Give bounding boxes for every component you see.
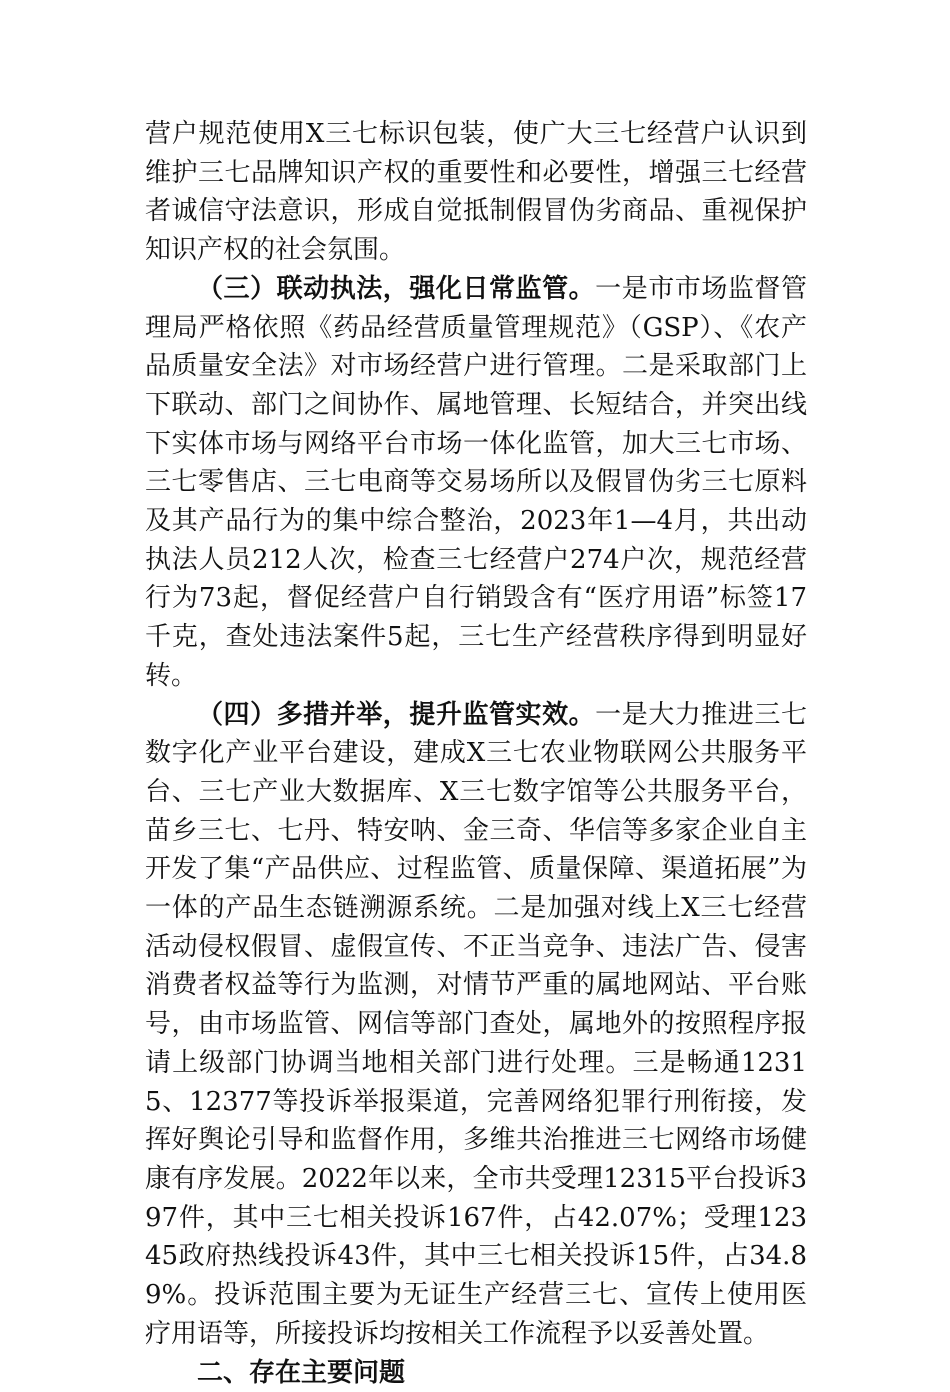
- paragraph-text: 一是大力推进三七数字化产业平台建设，建成X三七农业物联网公共服务平台、三七产业大数据库、X三七数字馆等公共服务平台，苗乡三七、七丹、特安呐、金三奇、华信等多家企业自主开发了集“产品供应、过程监管、质量保障、渠道拓展”为一体的产品生态链溯源系统。二是加强对线上X三七经营活动侵权假冒、虚假宣传、不正当竞争、违法广告、侵害消费者权益等行为监测，对情节严重的属地网站、平台账号，由市场监管、网信等部门查处，属地外的按照程序报请上级部门协调当地相关部门进行处理。三是畅通12315、12377等投诉举报渠道，完善网络犯罪行刑衔接，发挥好舆论引导和监督作用，多维共治推进三七网络市场健康有序发展。2022年以来，全市共受理12315平台投诉397件，其中三七相关投诉167件，占42.07%；受理12345政府热线投诉43件，其中三七相关投诉15件，占34.89%。投诉范围主要为无证生产经营三七、宣传上使用医疗用语等，所接投诉均按相关工作流程予以妥善处置。: [145, 700, 807, 1349]
- paragraph-lead: （三）联动执法，强化日常监管。: [197, 274, 595, 304]
- paragraph-lead: （四）多措并举，提升监管实效。: [197, 700, 595, 730]
- paragraph-text: 营户规范使用X三七标识包装，使广大三七经营户认识到维护三七品牌知识产权的重要性和必要性，增强三七经营者诚信守法意识，形成自觉抵制假冒伪劣商品、重视保护知识产权的社会氛围。: [145, 119, 807, 265]
- paragraph-multiple-measures: [145, 696, 807, 1354]
- paragraph-text: 一是市市场监督管理局严格依照《药品经营质量管理规范》（GSP）、《农产品质量安全法》对市场经营户进行管理。二是采取部门上下联动、部门之间协作、属地管理、长短结合，并突出线下实体市场与网络平台市场一体化监管，加大三七市场、三七零售店、三七电商等交易场所以及假冒伪劣三七原料及其产品行为的集中综合整治，2023年1—4月，共出动执法人员212人次，检查三七经营户274户次，规范经营行为73起，督促经营户自行销毁含有“医疗用语”标签17千克，查处违法案件5起，三七生产经营秩序得到明显好转。: [145, 274, 807, 691]
- paragraph-continued: [145, 115, 807, 270]
- section-heading: 二、存在主要问题: [145, 1354, 807, 1392]
- paragraph-joint-enforcement: [145, 270, 807, 696]
- document-page: [145, 115, 807, 1392]
